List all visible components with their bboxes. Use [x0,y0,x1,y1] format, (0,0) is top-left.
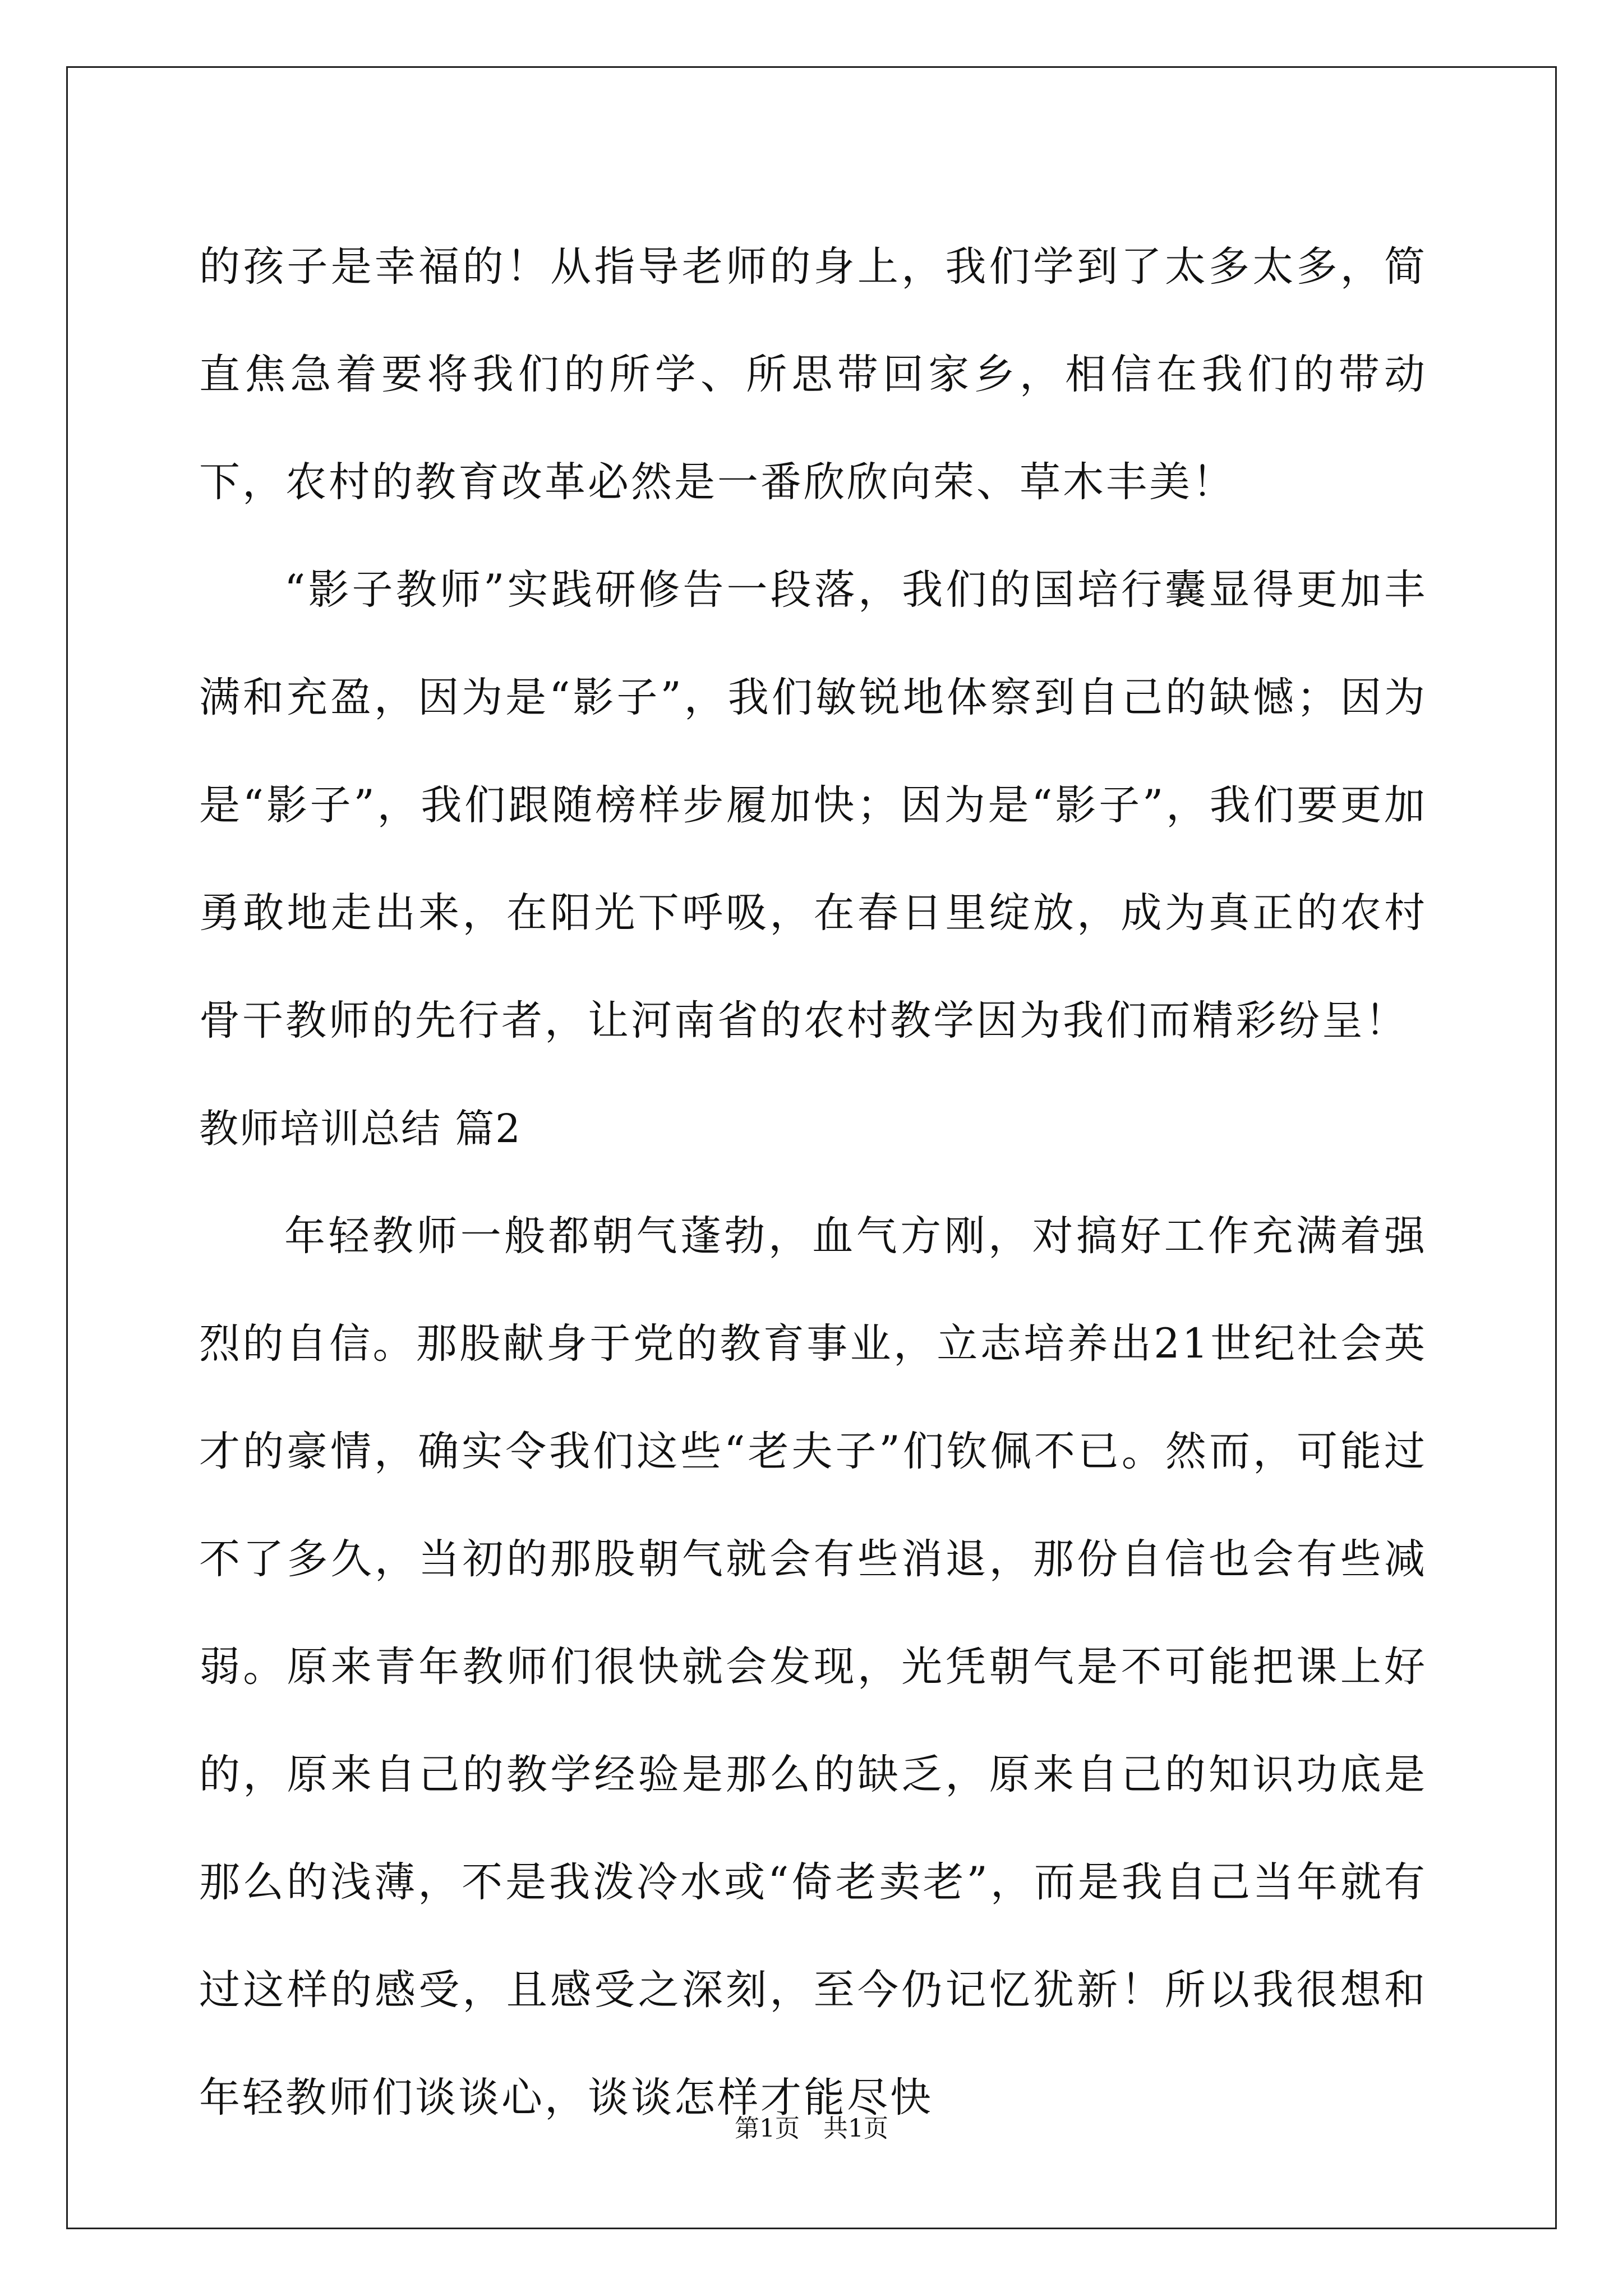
document-body [199,213,1427,2152]
paragraph-young-teachers: 年轻教师一般都朝气蓬勃，血气方刚，对搞好工作充满着强烈的自信。那股献身于党的教育事业，立志培养出21世纪社会英才的豪情，确实令我们这些“老夫子”们钦佩不已。然而，可能过不了多久，当初的那股朝气就会有些消退，那份自信也会有些减弱。原来青年教师们很快就会发现，光凭朝气是不可能把课上好的，原来自己的教学经验是那么的缺乏，原来自己的知识功底是那么的浅薄，不是我泼冷水或“倚老卖老”，而是我自己当年就有过这样的感受，且感受之深刻，至今仍记忆犹新！所以我很想和年轻教师们谈谈心，谈谈怎样才能尽快 [199,1212,1427,2122]
page-total: 共1页 [823,2114,888,2143]
paragraph-continuation: 的孩子是幸福的！从指导老师的身上，我们学到了太多太多，简直焦急着要将我们的所学、所思带回家乡，相信在我们的带动下，农村的教育改革必然是一番欣欣向荣、草木丰美！ [199,243,1427,506]
section-heading: 教师培训总结 篇2 [199,1106,522,1152]
paragraph-shadow-teacher: “影子教师”实践研修告一段落，我们的国培行囊显得更加丰满和充盈，因为是“影子”，我们敏锐地体察到自己的缺憾；因为是“影子”，我们跟随榜样步履加快；因为是“影子”，我们要更加勇敢地走出来，在阳光下呼吸，在春日里绽放，成为真正的农村骨干教师的先行者，让河南省的农村教学因为我们而精彩纷呈！ [199,566,1427,1045]
page-footer [0,2112,1623,2146]
page-number: 第1页 [735,2114,800,2143]
